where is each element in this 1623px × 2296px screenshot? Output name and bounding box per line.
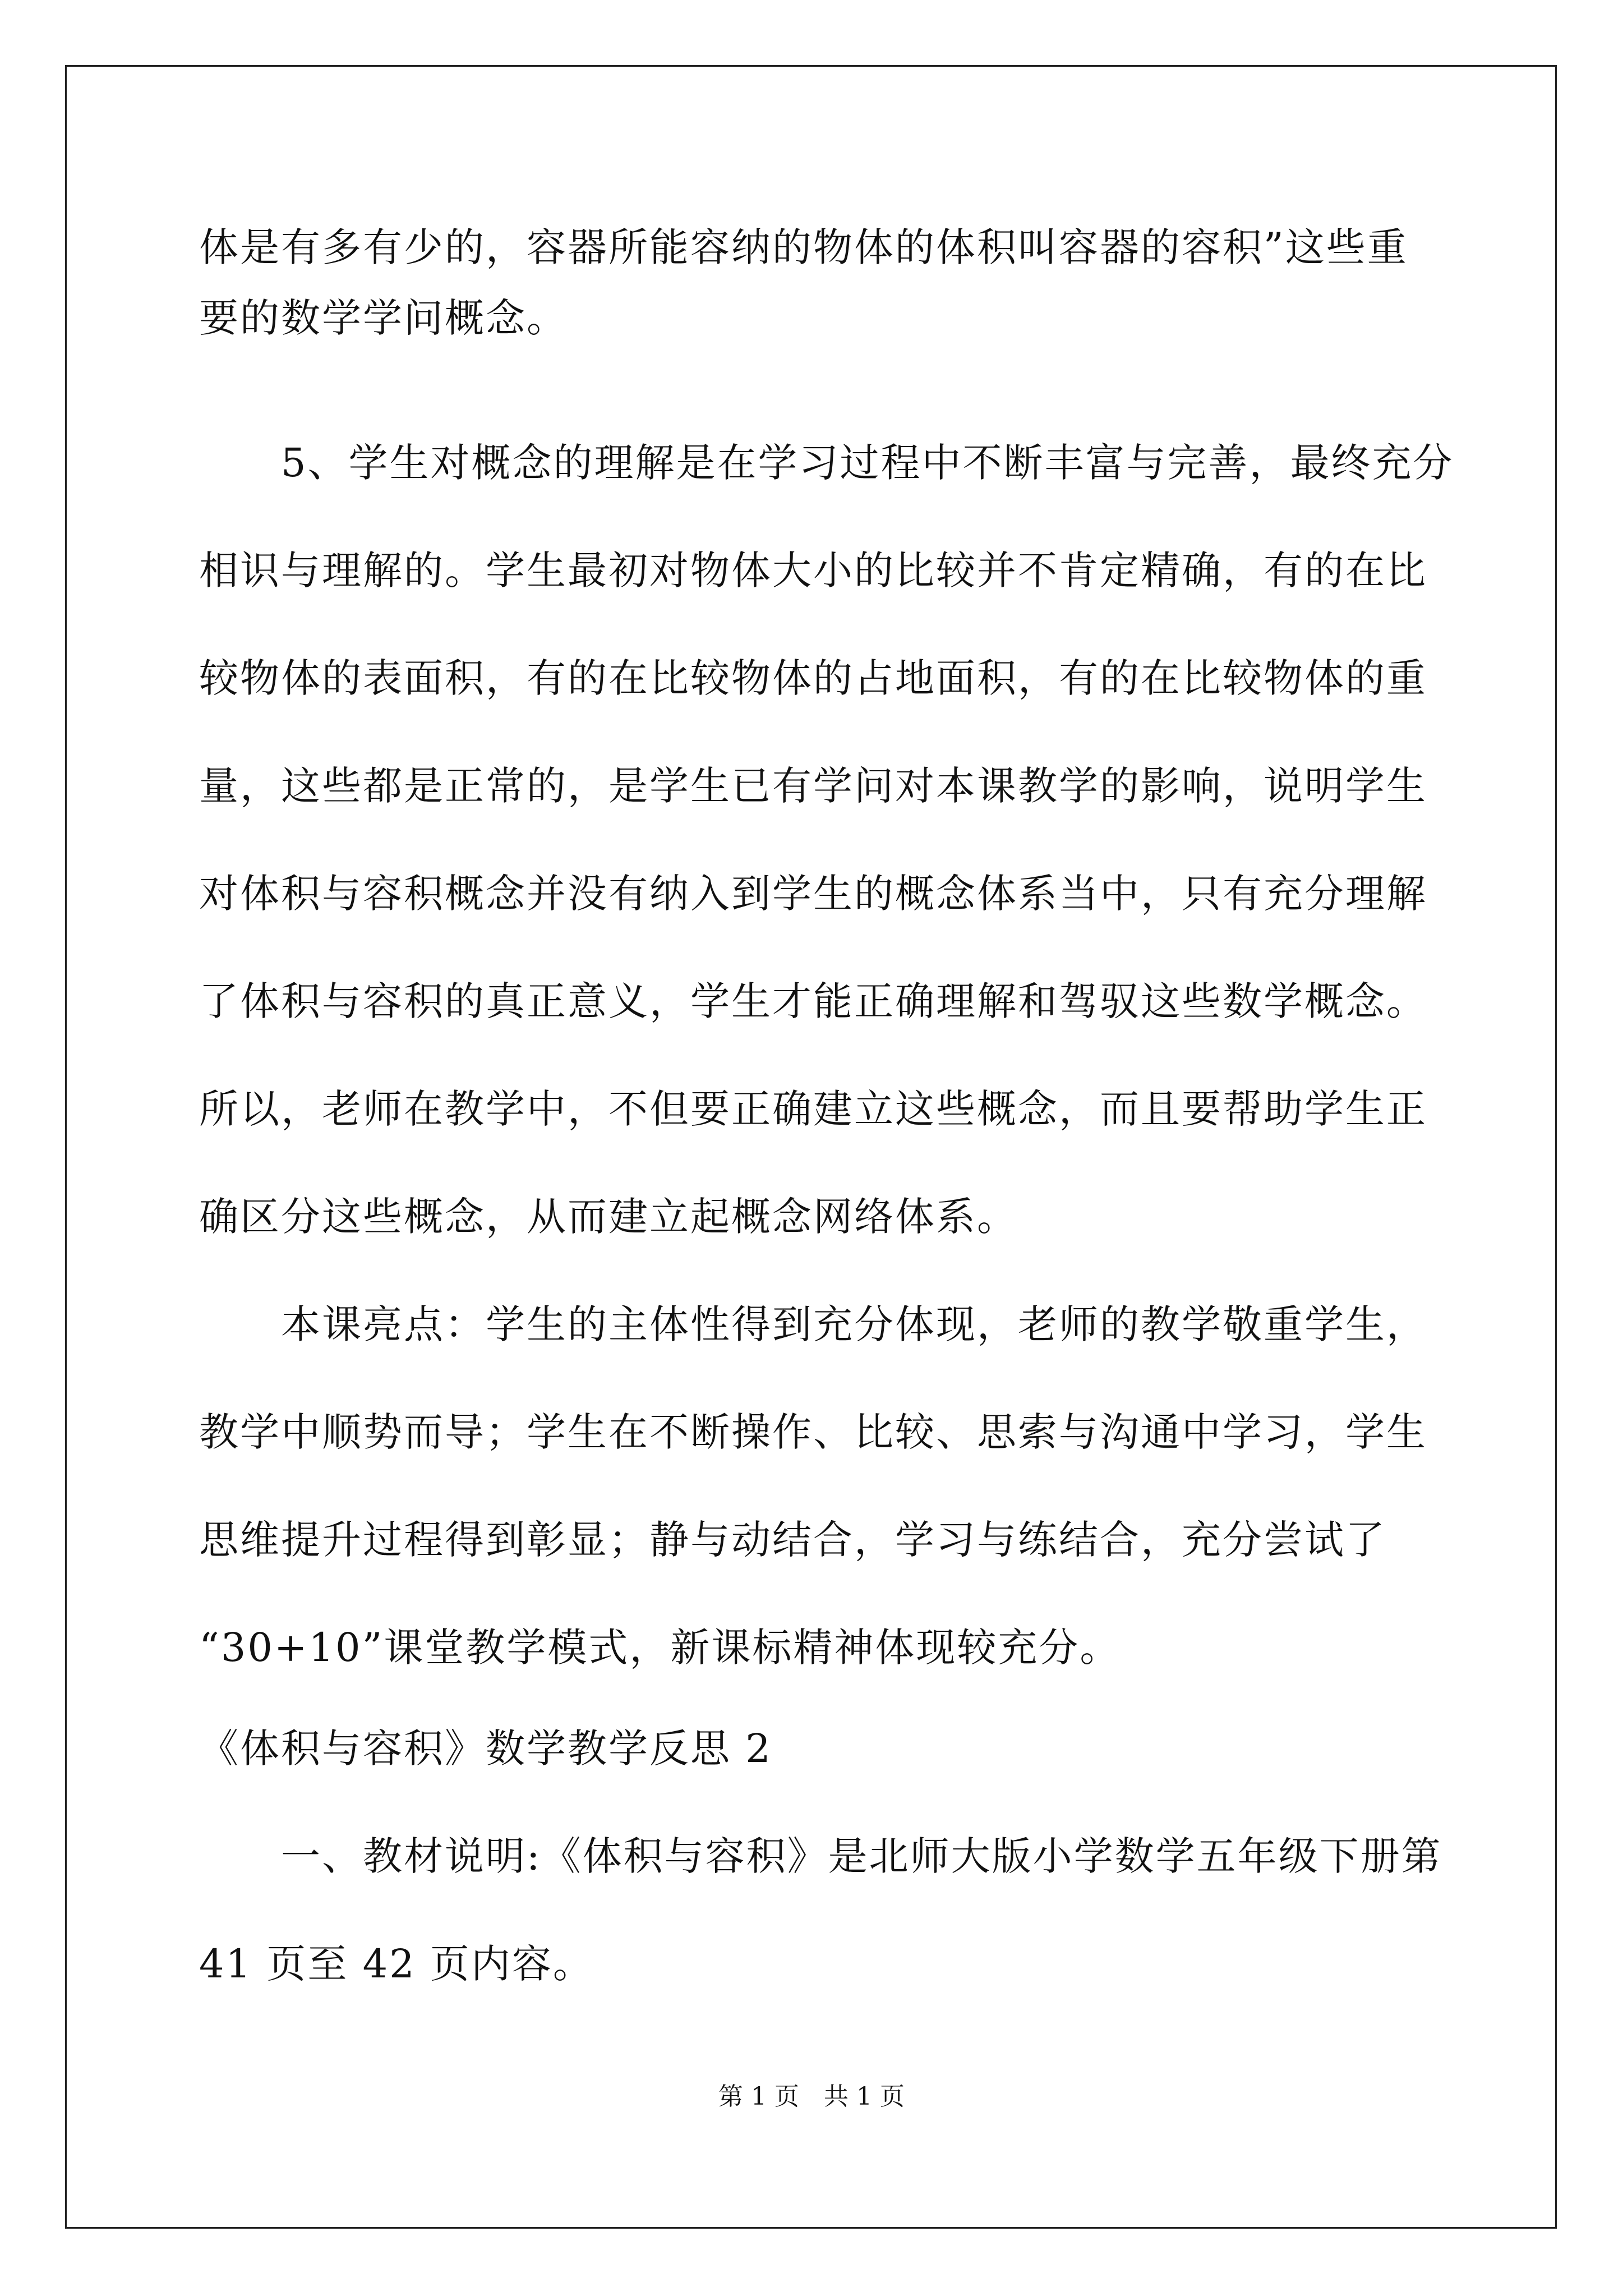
body-text-line: 要的数学学问概念。 — [199, 295, 568, 341]
body-text-line: 本课亮点：学生的主体性得到充分体现，老师的教学敬重学生， — [199, 1301, 1427, 1347]
body-text-line: 较物体的表面积，有的在比较物体的占地面积，有的在比较物体的重 — [199, 655, 1427, 701]
body-text-line: 41 页至 42 页内容。 — [199, 1941, 594, 1987]
body-text-line: 思维提升过程得到彰显；静与动结合，学习与练结合，充分尝试了 — [199, 1517, 1386, 1563]
body-text-line: 量，这些都是正常的，是学生已有学问对本课教学的影响，说明学生 — [199, 763, 1427, 809]
body-text-line: 体是有多有少的，容器所能容纳的物体的体积叫容器的容积”这些重 — [199, 224, 1408, 270]
body-text-line: 5、学生对概念的理解是在学习过程中不断丰富与完善，最终充分 — [199, 440, 1454, 486]
body-text-line: 所以，老师在教学中，不但要正确建立这些概念，而且要帮助学生正 — [199, 1086, 1427, 1132]
body-text-line: 教学中顺势而导；学生在不断操作、比较、思索与沟通中学习，学生 — [199, 1409, 1427, 1455]
page-footer: 第 1 页 共 1 页 — [718, 2082, 905, 2111]
body-text-line: 对体积与容积概念并没有纳入到学生的概念体系当中，只有充分理解 — [199, 871, 1427, 917]
body-text-line: 了体积与容积的真正意义，学生才能正确理解和驾驭这些数学概念。 — [199, 978, 1427, 1024]
body-text-line: 确区分这些概念，从而建立起概念网络体系。 — [199, 1194, 1018, 1240]
body-text-line: “30+10”课堂教学模式，新课标精神体现较充分。 — [199, 1625, 1121, 1671]
body-text-line: 相识与理解的。学生最初对物体大小的比较并不肯定精确，有的在比 — [199, 547, 1427, 593]
body-text-line: 一、教材说明:《体积与容积》是北师大版小学数学五年级下册第 — [199, 1833, 1442, 1879]
section-heading: 《体积与容积》数学教学反思 2 — [199, 1726, 772, 1772]
page-border — [65, 65, 1557, 2229]
